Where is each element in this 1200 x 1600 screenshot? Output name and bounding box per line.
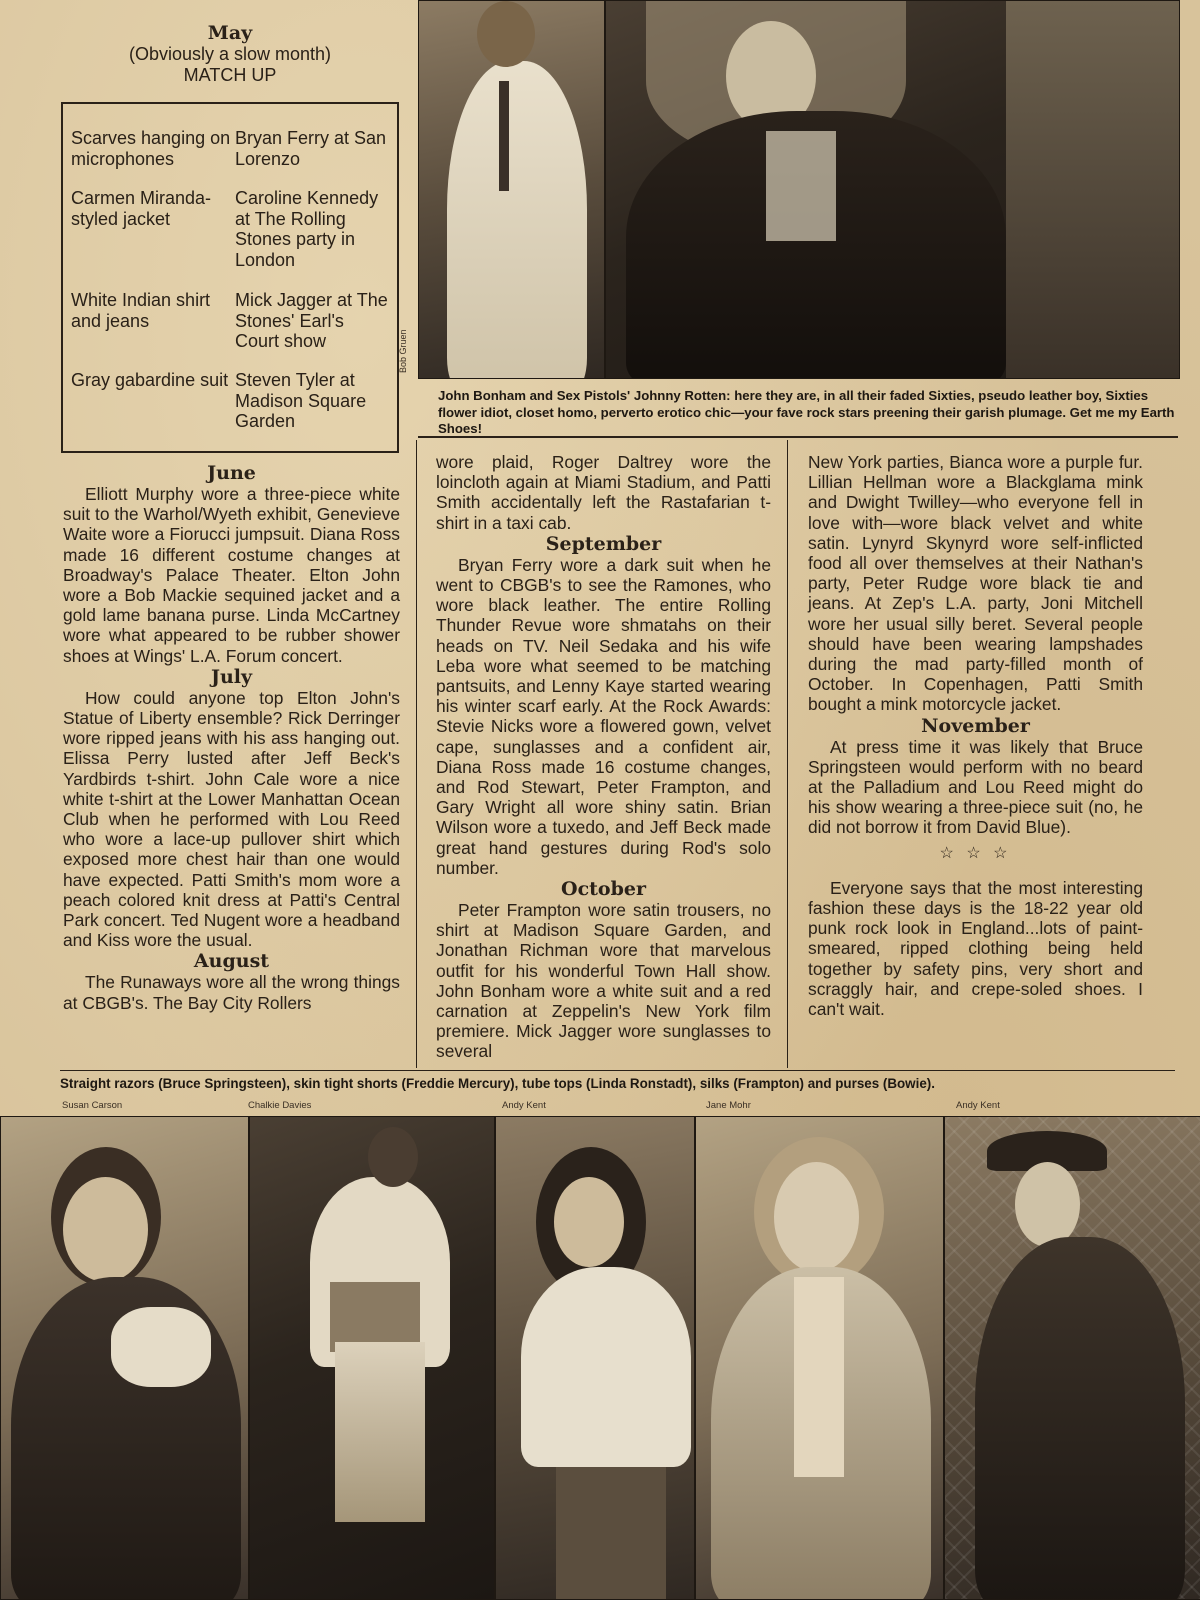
photo-credit: Chalkie Davies xyxy=(248,1100,312,1111)
match-right: Steven Tyler at Madison Square Garden xyxy=(235,370,367,431)
article-column-1 xyxy=(63,462,400,1013)
section-stars: ☆ ☆ ☆ xyxy=(939,844,1012,862)
photo-credit: Susan Carson xyxy=(62,1100,123,1111)
match-pair xyxy=(71,290,389,352)
match-up-box xyxy=(61,102,399,453)
match-right: Caroline Kennedy at The Rolling Stones party in London xyxy=(235,188,379,270)
photo-linda-ronstadt xyxy=(495,1116,695,1600)
may-header xyxy=(60,22,400,86)
bottom-rule xyxy=(60,1070,1175,1071)
photo-johnny-rotten xyxy=(605,0,1180,379)
photo-bruce-springsteen xyxy=(0,1116,249,1600)
photo-freddie-mercury xyxy=(249,1116,495,1600)
may-heading: May xyxy=(207,22,253,44)
september-text: Bryan Ferry wore a dark suit when he went to CBGB's to see the Ramones, who wore black leather. The entire Rolling Thunder Revue wore shmatahs on their heads on TV. Neil Sedaka and his wife Leba wore what seemed to be matching pantsuits, and Lenny Kaye started wearing his winter scarf early. At the Rock Awards: Stevie Nicks wore a flowered gown, velvet cape, sunglasses and a confident air, Diana Ross made 16 costume changes, and Rod Stewart, Peter Frampton, and Gary Wright all wore shiny satin. Brian Wilson wore a tuxedo, and Jeff Beck made great hand gestures during Rod's solo number. xyxy=(436,554,771,878)
june-heading: June xyxy=(207,462,256,484)
photo-credit-bob-gruen: Bob Gruen xyxy=(398,329,408,373)
june-text: Elliott Murphy wore a three-piece white suit to the Warhol/Wyeth exhibit, Genevieve Waite wore a Fiorucci jumpsuit. Diana Ross made 16 different costume changes at Broadway's Palace Theater. Elton John wore a Bob Mackie sequined jacket and a gold lame banana purse. Linda McCartney wore what appeared to be rubber shower shoes at Wings' L.A. Forum concert. xyxy=(63,484,400,666)
caption-rule xyxy=(418,436,1178,438)
match-pair xyxy=(71,128,389,169)
photo-credit: Andy Kent xyxy=(502,1100,546,1111)
match-up-label: MATCH UP xyxy=(183,65,277,85)
august-heading: August xyxy=(193,950,270,973)
closing-text: Everyone says that the most interesting fashion these days is the 18-22 year old punk rock look in England...lots of paint-smeared, ripped clothing being held together by safety pins, very short and scraggly hair, and crepe-soled shoes. I can't wait. xyxy=(808,877,1143,1020)
match-pair xyxy=(71,370,389,432)
match-right: Mick Jagger at The Stones' Earl's Court show xyxy=(235,290,388,351)
column-divider xyxy=(416,440,417,1068)
may-subtitle: (Obviously a slow month) xyxy=(128,44,332,64)
photo-credit: Andy Kent xyxy=(956,1100,1000,1111)
match-left: Scarves hanging on microphones xyxy=(71,128,231,169)
august-text: The Runaways wore all the wrong things at CBGB's. The Bay City Rollers xyxy=(63,972,400,1013)
article-column-2 xyxy=(436,452,771,1062)
match-left: Carmen Miranda-styled jacket xyxy=(71,188,212,229)
november-heading: November xyxy=(921,714,1030,737)
july-heading: July xyxy=(210,665,253,688)
photo-david-bowie xyxy=(944,1116,1200,1600)
top-photo-caption: John Bonham and Sex Pistols' Johnny Rotten: here they are, in all their faded Sixties, pseudo leather boy, Sixties flower idiot, closet homo, perverto erotico chic—your fave rock stars preening their garish plumage. Get me my Earth Shoes! xyxy=(438,388,1175,436)
bottom-photo-caption: Straight razors (Bruce Springsteen), skin tight shorts (Freddie Mercury), tube tops (Linda Ronstadt), silks (Frampton) and purses (Bowie). xyxy=(60,1076,935,1091)
october-continued: New York parties, Bianca wore a purple fur. Lillian Hellman wore a Blackglama mink and Dwight Twilley—who everyone fell in love with—wore black velvet and white satin. Lynyrd Skynyrd wore self-inflicted food all over themselves at their Nathan's party, Peter Rudge wore black tie and jeans. At Zep's L.A. party, Joni Mitchell wore her usual silly beret. Several people should have been wearing lampshades during the mad party-filled month of October. In Copenhagen, Patti Smith bought a mink motorcycle jacket. xyxy=(808,452,1143,715)
august-continued: wore plaid, Roger Daltrey wore the loincloth again at Miami Stadium, and Patti Smith accidentally left the Rastafarian t-shirt in a taxi cab. xyxy=(436,452,771,533)
photo-credit: Jane Mohr xyxy=(706,1100,751,1111)
match-left: Gray gabardine suit xyxy=(71,370,229,390)
photo-john-bonham xyxy=(418,0,605,379)
july-text: How could anyone top Elton John's Statue of Liberty ensemble? Rick Derringer wore ripped jeans with his ass hanging out. Elissa Perry lusted after Jeff Beck's Yardbirds t-shirt. John Cale wore a nice white t-shirt at the Lower Manhattan Ocean Club when he performed with Lou Reed who wore a lace-up pullover shirt which exposed more chest hair than one would have expected. Patti Smith's mom wore a peach colored knit dress at Patti's Central Park concert. Ted Nugent wore a headband and Kiss wore the usual. xyxy=(63,687,400,951)
october-heading: October xyxy=(561,878,646,901)
september-heading: September xyxy=(545,532,662,555)
november-text: At press time it was likely that Bruce Springsteen would perform with no beard at the Palladium and Lou Reed might do his show wearing a three-piece suit (no, he did not borrow it from David Blue). xyxy=(808,736,1143,838)
match-left: White Indian shirt and jeans xyxy=(71,290,211,331)
match-right: Bryan Ferry at San Lorenzo xyxy=(235,128,387,169)
column-divider xyxy=(787,440,788,1068)
october-text: Peter Frampton wore satin trousers, no shirt at Madison Square Garden, and Jonathan Richman wore that marvelous outfit for his wonderful Town Hall show. John Bonham wore a white suit and a red carnation at Zeppelin's New York film premiere. Mick Jagger wore sunglasses to several xyxy=(436,900,771,1062)
article-column-3 xyxy=(808,452,1143,1019)
photo-peter-frampton xyxy=(695,1116,944,1600)
match-pair xyxy=(71,188,389,270)
